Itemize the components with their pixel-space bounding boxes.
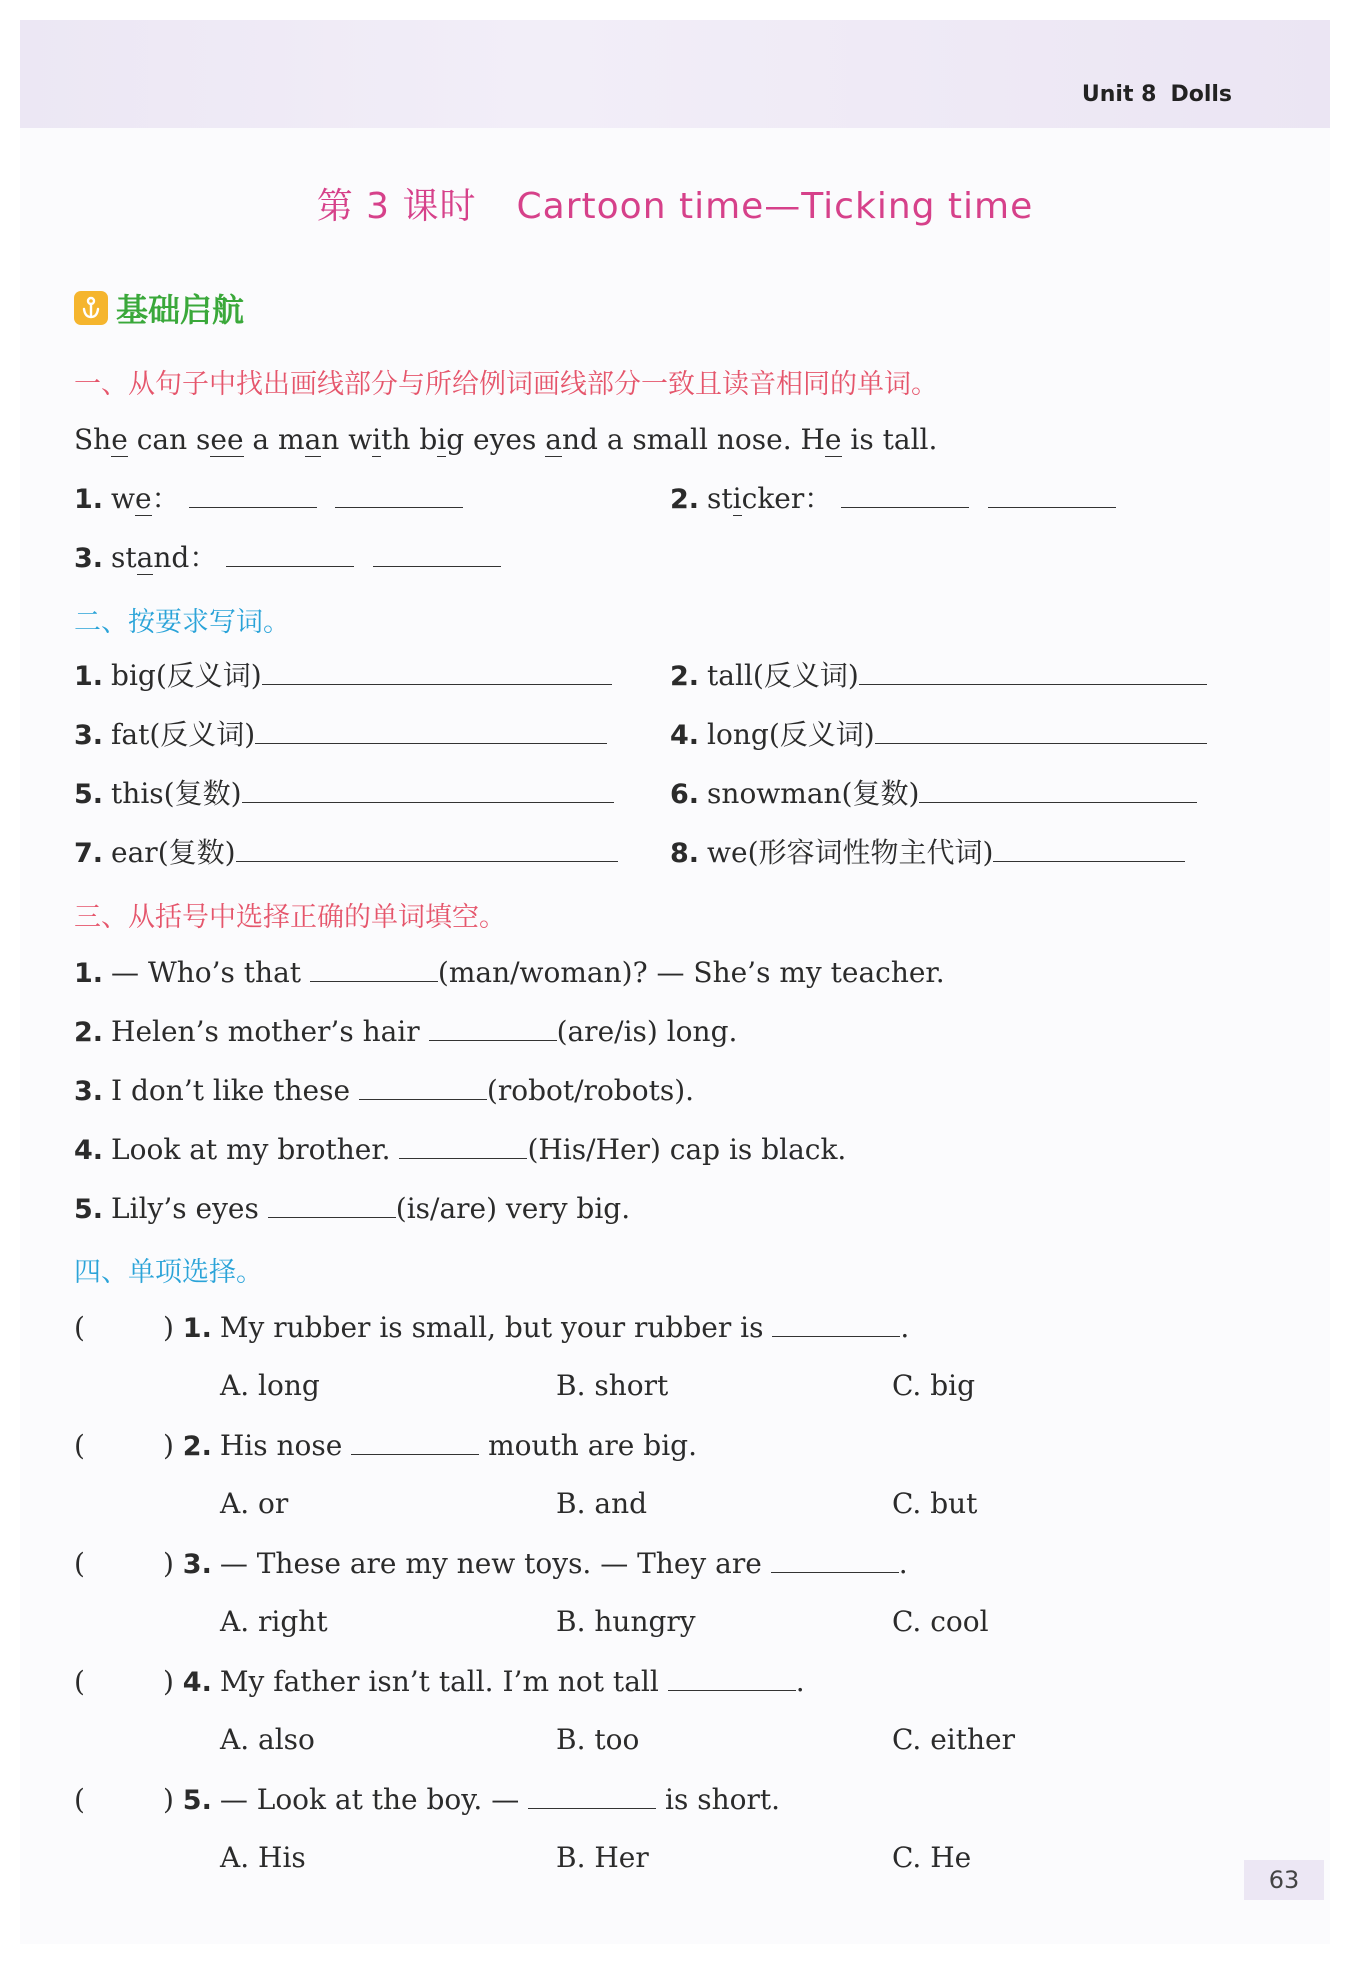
underlined-letters: e: [135, 482, 152, 515]
answer-blank[interactable]: [668, 1664, 796, 1691]
unit-title: Dolls: [1170, 82, 1232, 107]
option-a[interactable]: A. right: [220, 1605, 328, 1638]
answer-paren-open: (: [74, 1311, 85, 1344]
item-number: 8.: [670, 838, 700, 869]
sentence-text: is tall.: [841, 423, 938, 456]
answer-blank[interactable]: [226, 540, 354, 567]
answer-blank[interactable]: [262, 658, 612, 685]
question-number: 1.: [182, 1313, 212, 1344]
underlined-letters: i: [437, 423, 447, 456]
underlined-letters: i: [372, 423, 382, 456]
sentence-text: g eyes: [446, 423, 546, 456]
part2-item: [74, 717, 607, 754]
unit-number: Unit 8: [1081, 82, 1157, 107]
option-b[interactable]: B. and: [556, 1487, 648, 1520]
item-text: (are/is) long.: [556, 1015, 738, 1048]
answer-paren-close: ): [162, 1429, 174, 1462]
item-prompt: ear(复数): [111, 836, 236, 869]
item-text: (is/are) very big.: [395, 1192, 631, 1225]
underlined-letters: ee: [210, 423, 244, 456]
part4-title: 四、单项选择。: [74, 1257, 263, 1288]
item-word: w: [111, 482, 136, 515]
sentence-text: nd a small nose. H: [561, 423, 825, 456]
underlined-letters: e: [111, 423, 128, 456]
part1-item: [74, 540, 501, 577]
question-text: My father isn’t tall. I’m not tall: [219, 1665, 668, 1698]
part3-item: [74, 1073, 694, 1110]
answer-blank[interactable]: [528, 1782, 656, 1809]
item-number: 3.: [74, 720, 104, 751]
item-text: (man/woman)? — She’s my teacher.: [437, 956, 945, 989]
answer-blank[interactable]: [988, 481, 1116, 508]
answer-blank[interactable]: [772, 1310, 900, 1337]
part2-item: [74, 776, 614, 813]
question-number: 4.: [182, 1667, 212, 1698]
question-number: 2.: [182, 1431, 212, 1462]
answer-paren-open: (: [74, 1783, 85, 1816]
part2-item: [74, 658, 612, 695]
item-text: I don’t like these: [111, 1074, 359, 1107]
choice-question: [74, 1782, 780, 1819]
item-word: st: [707, 482, 733, 515]
sentence-text: n w: [321, 423, 373, 456]
sentence-text: a m: [243, 423, 305, 456]
sentence-text: Sh: [74, 423, 112, 456]
part3-item: [74, 955, 945, 992]
answer-blank[interactable]: [875, 717, 1207, 744]
option-c[interactable]: C. He: [892, 1841, 972, 1874]
question-text: My rubber is small, but your rubber is: [219, 1311, 773, 1344]
item-number: 2.: [670, 484, 700, 515]
item-word: ：: [151, 482, 180, 515]
item-text: Helen’s mother’s hair: [111, 1015, 429, 1048]
part1-title: 一、从句子中找出画线部分与所给例词画线部分一致且读音相同的单词。: [74, 369, 938, 400]
part2-item: [670, 835, 1185, 872]
item-word: cker：: [741, 482, 833, 515]
item-number: 3.: [74, 1076, 104, 1107]
answer-paren-close: ): [162, 1783, 174, 1816]
answer-blank[interactable]: [351, 1428, 479, 1455]
answer-blank[interactable]: [771, 1546, 899, 1573]
answer-blank[interactable]: [373, 540, 501, 567]
section-title: 基础启航: [116, 291, 245, 329]
underlined-letters: e: [824, 423, 842, 456]
choice-question: [74, 1546, 908, 1583]
option-b[interactable]: B. too: [556, 1723, 640, 1756]
item-text: Look at my brother.: [111, 1133, 400, 1166]
option-c[interactable]: C. big: [892, 1369, 976, 1402]
item-number: 1.: [74, 661, 104, 692]
section-heading: [74, 285, 244, 331]
item-number: 1.: [74, 958, 104, 989]
question-text: — These are my new toys. — They are: [219, 1547, 771, 1580]
part2-title: 二、按要求写词。: [74, 607, 290, 638]
part1-item: [670, 481, 1116, 518]
part1-item: [74, 481, 463, 518]
answer-blank[interactable]: [335, 481, 463, 508]
page-number: 63: [1244, 1860, 1324, 1900]
part2-item: [670, 776, 1197, 813]
option-a[interactable]: A. His: [220, 1841, 306, 1874]
item-number: 4.: [670, 720, 700, 751]
part3-item: [74, 1014, 737, 1051]
part3-title: 三、从括号中选择正确的单词填空。: [74, 902, 506, 933]
item-prompt: we(形容词性物主代词): [707, 836, 994, 869]
item-prompt: big(反义词): [111, 659, 262, 692]
answer-blank[interactable]: [242, 776, 614, 803]
item-text: — Who’s that: [111, 956, 310, 989]
option-a[interactable]: A. or: [220, 1487, 289, 1520]
question-text: .: [900, 1311, 910, 1344]
option-a[interactable]: A. also: [220, 1723, 315, 1756]
example-sentence: [74, 422, 937, 458]
item-number: 5.: [74, 779, 104, 810]
option-b[interactable]: B. short: [556, 1369, 669, 1402]
part2-item: [670, 658, 1207, 695]
underlined-letters: a: [545, 423, 562, 456]
anchor-icon: [74, 291, 108, 325]
choice-question: [74, 1310, 909, 1347]
part2-item: [670, 717, 1207, 754]
item-number: 1.: [74, 484, 104, 515]
answer-paren-close: ): [162, 1547, 174, 1580]
header-band: [20, 20, 1330, 128]
question-text: His nose: [219, 1429, 352, 1462]
item-word: st: [111, 541, 137, 574]
item-text: (His/Her) cap is black.: [527, 1133, 847, 1166]
item-word: nd：: [153, 541, 218, 574]
sentence-text: th b: [381, 423, 438, 456]
question-number: 5.: [182, 1785, 212, 1816]
answer-blank[interactable]: [841, 481, 969, 508]
option-c[interactable]: C. cool: [892, 1605, 989, 1638]
option-c[interactable]: C. but: [892, 1487, 978, 1520]
answer-paren-open: (: [74, 1665, 85, 1698]
part2-item: [74, 835, 618, 872]
question-text: — Look at the boy. —: [219, 1783, 529, 1816]
item-number: 7.: [74, 838, 104, 869]
answer-blank[interactable]: [255, 717, 607, 744]
question-text: .: [795, 1665, 805, 1698]
answer-blank[interactable]: [189, 481, 317, 508]
item-number: 3.: [74, 543, 104, 574]
option-b[interactable]: B. hungry: [556, 1605, 696, 1638]
lesson-title-cn: 第 3 课时: [316, 186, 477, 227]
item-prompt: long(反义词): [707, 718, 875, 751]
answer-blank[interactable]: [993, 835, 1185, 862]
option-b[interactable]: B. Her: [556, 1841, 649, 1874]
item-prompt: fat(反义词): [111, 718, 256, 751]
item-prompt: this(复数): [111, 777, 242, 810]
lesson-title-en: Cartoon time—Ticking time: [516, 186, 1034, 227]
question-text: is short.: [656, 1783, 781, 1816]
unit-label: [1082, 82, 1232, 107]
option-c[interactable]: C. either: [892, 1723, 1015, 1756]
choice-question: [74, 1664, 805, 1701]
item-number: 6.: [670, 779, 700, 810]
answer-paren-close: ): [162, 1665, 174, 1698]
answer-blank[interactable]: [399, 1132, 527, 1159]
underlined-letters: i: [732, 482, 742, 515]
part3-item: [74, 1132, 846, 1169]
lesson-title: [0, 178, 1350, 229]
item-text: (robot/robots).: [486, 1074, 695, 1107]
answer-blank[interactable]: [919, 776, 1197, 803]
item-text: Lily’s eyes: [111, 1192, 268, 1225]
sentence-text: can s: [127, 423, 211, 456]
question-text: mouth are big.: [479, 1429, 697, 1462]
choice-question: [74, 1428, 697, 1465]
item-number: 2.: [670, 661, 700, 692]
underlined-letters: a: [136, 541, 154, 574]
answer-paren-open: (: [74, 1429, 85, 1462]
question-text: .: [898, 1547, 908, 1580]
answer-blank[interactable]: [310, 955, 438, 982]
answer-blank[interactable]: [268, 1191, 396, 1218]
item-prompt: snowman(复数): [707, 777, 920, 810]
underlined-letters: a: [304, 423, 322, 456]
answer-paren-open: (: [74, 1547, 85, 1580]
answer-blank[interactable]: [236, 835, 618, 862]
item-number: 5.: [74, 1194, 104, 1225]
option-a[interactable]: A. long: [220, 1369, 320, 1402]
part3-item: [74, 1191, 630, 1228]
answer-blank[interactable]: [859, 658, 1207, 685]
item-number: 4.: [74, 1135, 104, 1166]
item-prompt: tall(反义词): [707, 659, 859, 692]
answer-blank[interactable]: [429, 1014, 557, 1041]
answer-paren-close: ): [162, 1311, 174, 1344]
item-number: 2.: [74, 1017, 104, 1048]
answer-blank[interactable]: [359, 1073, 487, 1100]
question-number: 3.: [182, 1549, 212, 1580]
